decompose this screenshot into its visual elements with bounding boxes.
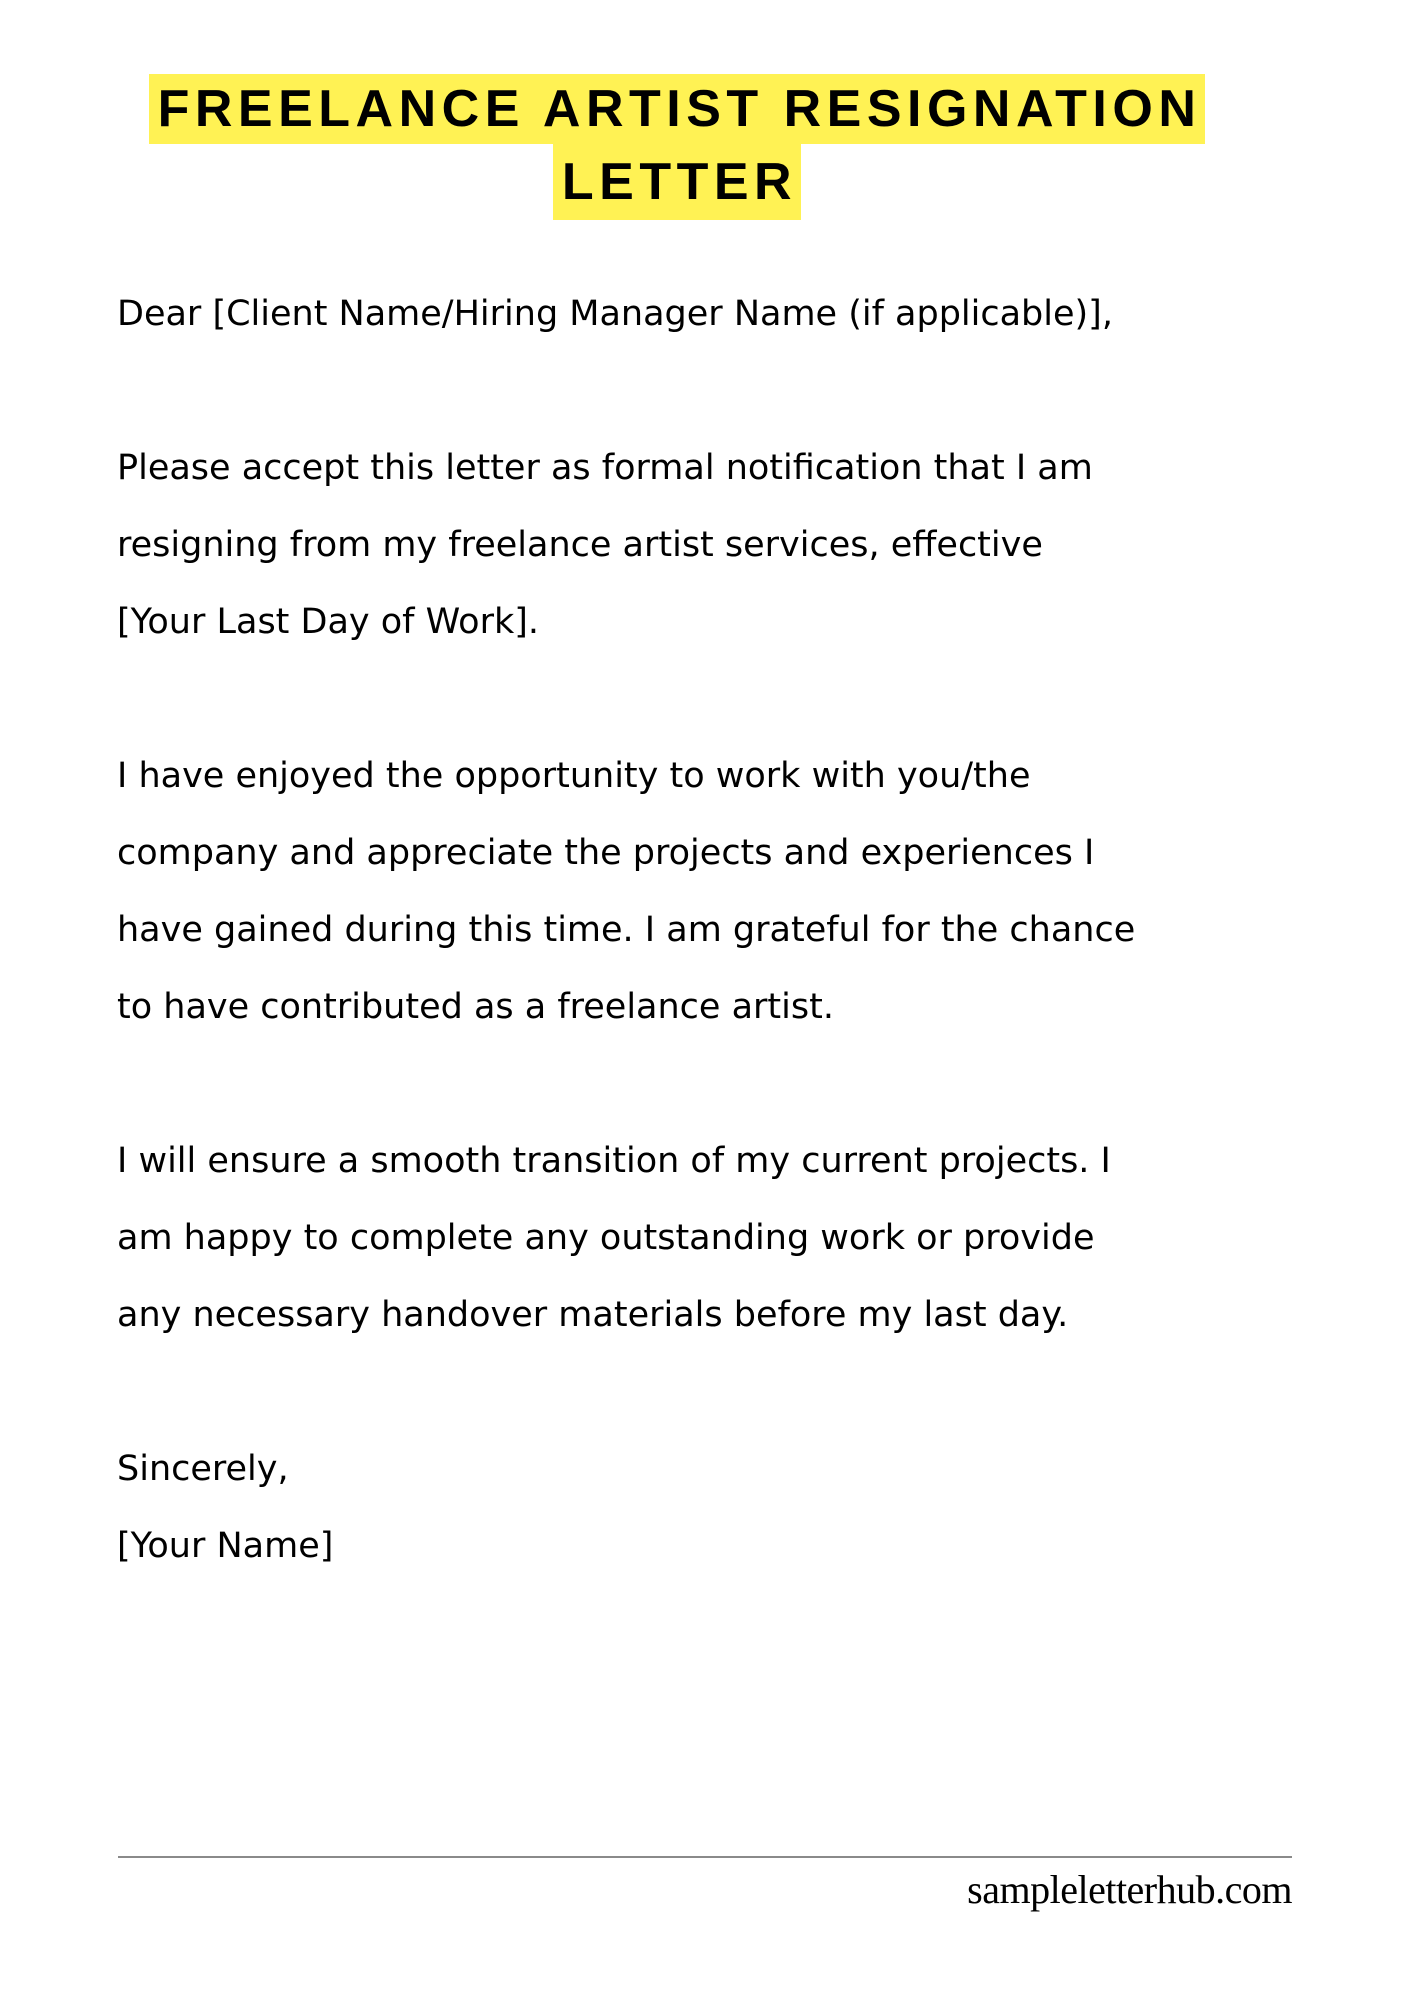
paragraph-line: resigning from my freelance artist services, effective xyxy=(117,525,1043,565)
paragraph-line: am happy to complete any outstanding work or provide xyxy=(117,1218,1095,1258)
title-line-1 xyxy=(0,74,1354,144)
paragraph-notification xyxy=(117,430,1377,661)
letter-title xyxy=(0,74,1354,220)
salutation: Dear [Client Name/Hiring Manager Name (if applicable)], xyxy=(117,294,1113,334)
paragraph-line: company and appreciate the projects and experiences I xyxy=(117,833,1095,873)
footer-divider xyxy=(118,1856,1292,1858)
paragraph-spacer xyxy=(117,1046,1377,1123)
footer-website: sampleletterhub.com xyxy=(967,1867,1292,1912)
paragraph-line: I have enjoyed the opportunity to work with you/the xyxy=(117,756,1031,796)
paragraph-gratitude xyxy=(117,738,1377,1046)
paragraph-line: any necessary handover materials before my last day. xyxy=(117,1295,1069,1335)
title-highlight-1: FREELANCE ARTIST RESIGNATION xyxy=(149,74,1206,144)
title-line-2 xyxy=(0,144,1354,220)
paragraph-spacer xyxy=(117,353,1377,430)
paragraph-transition xyxy=(117,1123,1377,1354)
paragraph-line: to have contributed as a freelance artist. xyxy=(117,987,834,1027)
title-highlight-2: LETTER xyxy=(553,144,801,220)
paragraph-line: have gained during this time. I am grateful for the chance xyxy=(117,910,1136,950)
paragraph-line: [Your Last Day of Work]. xyxy=(117,602,540,642)
paragraph-spacer xyxy=(117,661,1377,738)
signature-name: [Your Name] xyxy=(117,1526,334,1566)
closing: Sincerely, xyxy=(117,1449,289,1489)
paragraph-spacer xyxy=(117,1354,1377,1431)
paragraph-line: Please accept this letter as formal notification that I am xyxy=(117,448,1093,488)
letter-body xyxy=(117,276,1377,1585)
paragraph-line: I will ensure a smooth transition of my current projects. I xyxy=(117,1141,1111,1181)
